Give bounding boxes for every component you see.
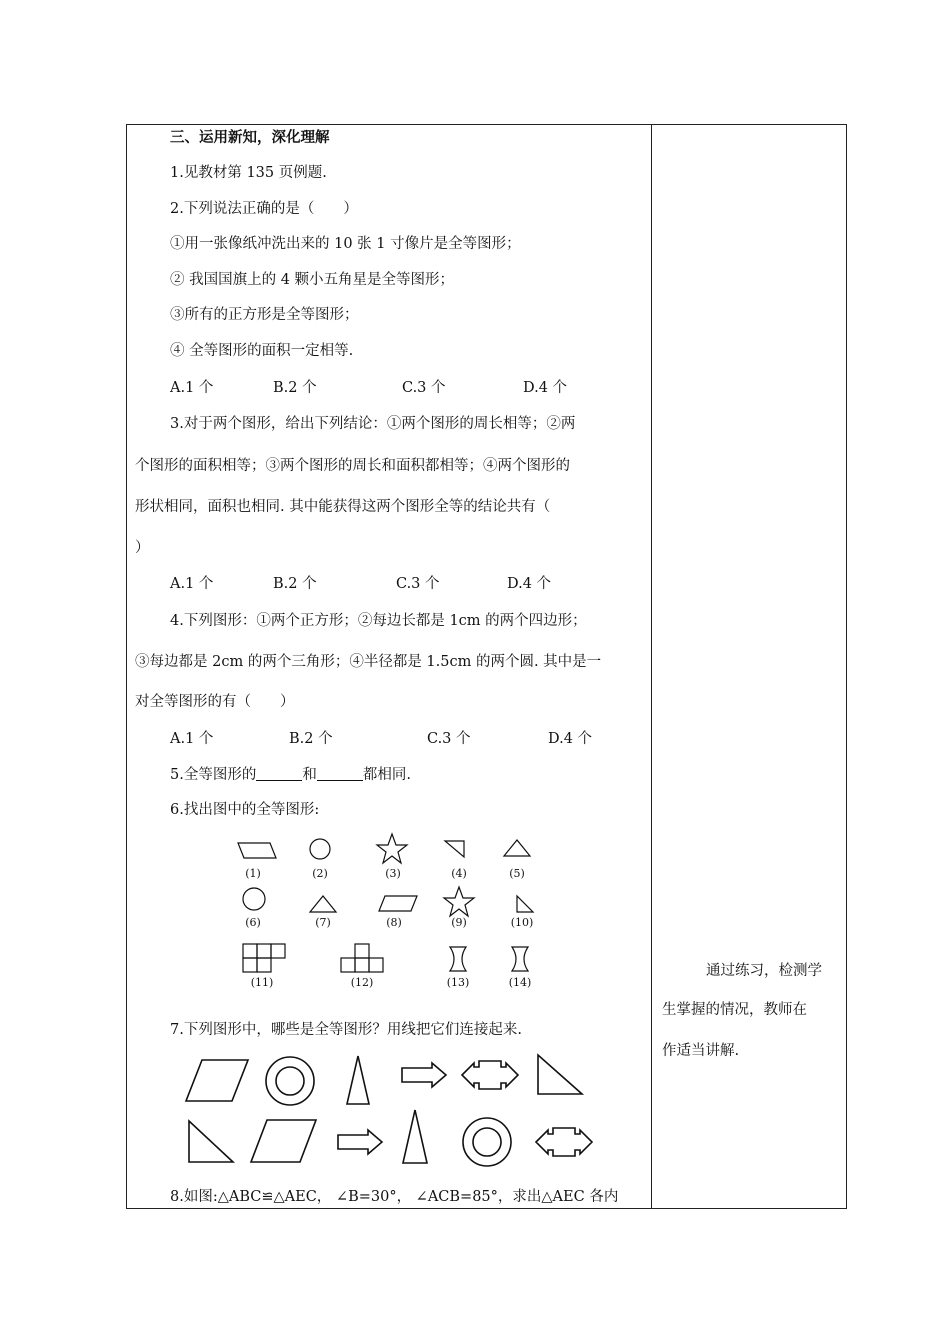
question-2-option-a: A.1 个 [170, 380, 214, 396]
question-2-stem: 2.下列说法正确的是（ ） [170, 201, 358, 217]
question-4-text: 4.下列图形：①两个正方形；②每边长都是 1cm 的两个四边形； [170, 613, 587, 629]
question-4-text: ③每边都是 2cm 的两个三角形；④半径都是 1.5cm 的两个圆. 其中是一 [135, 654, 602, 670]
figure-label: (13) [446, 976, 470, 989]
figure-label: (5) [509, 867, 525, 880]
question-6-stem: 6.找出图中的全等图形: [170, 802, 320, 818]
figure-label: (2) [312, 867, 328, 880]
figure-label: (7) [315, 916, 331, 929]
table-column-divider [651, 124, 652, 1209]
question-3-option-d: D.4 个 [507, 576, 552, 592]
question-4-option-b: B.2 个 [289, 731, 333, 747]
question-2-option-d: D.4 个 [523, 380, 568, 396]
figure-label: (12) [350, 976, 374, 989]
question-2-item: ④ 全等图形的面积一定相等. [170, 343, 354, 359]
figure-label: (9) [451, 916, 467, 929]
question-5 [170, 765, 411, 785]
question-7-stem: 7.下列图形中，哪些是全等图形？用线把它们连接起来. [170, 1022, 522, 1038]
question-2-item: ①用一张像纸冲洗出来的 10 张 1 寸像片是全等图形； [170, 236, 521, 252]
question-5-middle: 和 [302, 767, 317, 783]
question-3-option-c: C.3 个 [396, 576, 440, 592]
answer-blank [317, 766, 363, 781]
figure-label: (6) [245, 916, 261, 929]
figure-label: (3) [385, 867, 401, 880]
question-4-option-a: A.1 个 [170, 731, 214, 747]
figure-label: (11) [250, 976, 274, 989]
side-note-line: 通过练习，检测学 [706, 963, 822, 979]
answer-blank [256, 766, 302, 781]
figure-label: (10) [510, 916, 534, 929]
figure-label: (8) [386, 916, 402, 929]
question-8-text: 8.如图:△ABC≌△AEC， ∠B=30°， ∠ACB=85°，求出△AEC 各内 [170, 1189, 619, 1205]
question-3-text: ） [135, 540, 150, 556]
figure-label: (14) [508, 976, 532, 989]
question-3-text: 个图形的面积相等；③两个图形的周长和面积都相等；④两个图形的 [135, 458, 570, 474]
question-2-item: ③所有的正方形是全等图形； [170, 307, 359, 323]
section-title: 三、运用新知，深化理解 [170, 129, 330, 146]
side-note-line: 作适当讲解. [662, 1043, 740, 1059]
figure-label: (1) [245, 867, 261, 880]
question-3-text: 形状相同，面积也相同. 其中能获得这两个图形全等的结论共有（ [135, 499, 551, 515]
question-4-text: 对全等图形的有（ ） [135, 694, 295, 710]
question-2-option-c: C.3 个 [402, 380, 446, 396]
question-3-text: 3.对于两个图形，给出下列结论：①两个图形的周长相等；②两 [170, 416, 576, 432]
question-1: 1.见教材第 135 页例题. [170, 165, 327, 181]
question-2-item: ② 我国国旗上的 4 颗小五角星是全等图形； [170, 272, 455, 288]
side-note-line: 生掌握的情况，教师在 [662, 1002, 807, 1018]
figure-label: (4) [451, 867, 467, 880]
question-3-option-a: A.1 个 [170, 576, 214, 592]
question-2-option-b: B.2 个 [273, 380, 317, 396]
question-4-option-d: D.4 个 [548, 731, 593, 747]
question-4-option-c: C.3 个 [427, 731, 471, 747]
question-5-before: 5.全等图形的 [170, 767, 257, 783]
question-3-option-b: B.2 个 [273, 576, 317, 592]
question-5-after: 都相同. [362, 767, 411, 783]
